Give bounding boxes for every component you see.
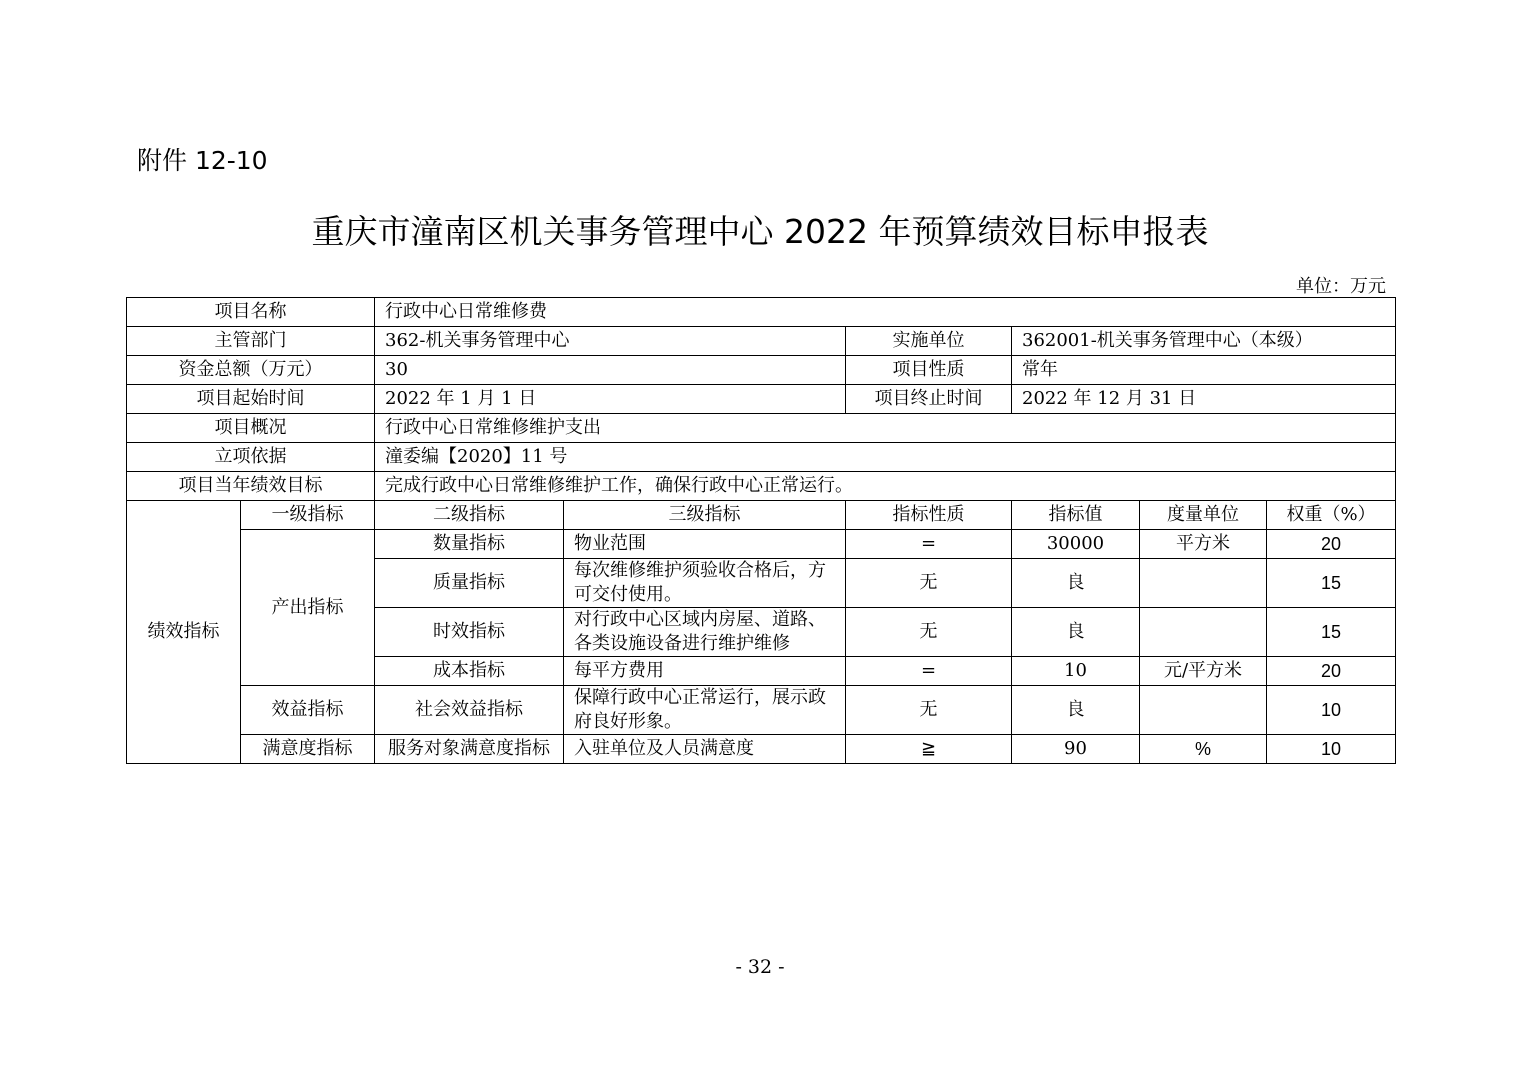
level2-cell: 质量指标 [375, 559, 564, 608]
unit-cell [1140, 608, 1267, 657]
indicators-section-label: 绩效指标 [127, 501, 241, 764]
start-time-value: 2022 年 1 月 1 日 [375, 385, 846, 414]
end-time-label: 项目终止时间 [846, 385, 1012, 414]
indicator-row [127, 686, 1396, 735]
level2-cell: 数量指标 [375, 530, 564, 559]
header-nature: 指标性质 [846, 501, 1012, 530]
value-cell: 10 [1012, 657, 1140, 686]
level3-cell: 入驻单位及人员满意度 [564, 735, 846, 764]
weight-cell: 15 [1267, 608, 1396, 657]
weight-cell: 10 [1267, 686, 1396, 735]
level1-benefit: 效益指标 [241, 686, 375, 735]
value-cell: 良 [1012, 559, 1140, 608]
weight-cell: 20 [1267, 530, 1396, 559]
row-time [127, 385, 1396, 414]
unit-cell [1140, 686, 1267, 735]
nature-cell: 无 [846, 686, 1012, 735]
goal-value: 完成行政中心日常维修维护工作，确保行政中心正常运行。 [375, 472, 1396, 501]
budget-performance-table [126, 297, 1396, 764]
attachment-label: 附件 12-10 [137, 146, 268, 175]
level1-satisfaction: 满意度指标 [241, 735, 375, 764]
level3-cell: 每平方费用 [564, 657, 846, 686]
impl-unit-label: 实施单位 [846, 327, 1012, 356]
value-cell: 良 [1012, 608, 1140, 657]
goal-label: 项目当年绩效目标 [127, 472, 375, 501]
level3-cell: 每次维修维护须验收合格后，方可交付使用。 [564, 559, 846, 608]
header-level3: 三级指标 [564, 501, 846, 530]
overview-value: 行政中心日常维修维护支出 [375, 414, 1396, 443]
nature-cell: 无 [846, 608, 1012, 657]
level2-cell: 服务对象满意度指标 [375, 735, 564, 764]
unit-label: 单位：万元 [1296, 276, 1386, 297]
basis-label: 立项依据 [127, 443, 375, 472]
dept-value: 362-机关事务管理中心 [375, 327, 846, 356]
nature-cell: = [846, 657, 1012, 686]
project-name-label: 项目名称 [127, 298, 375, 327]
funds-label: 资金总额（万元） [127, 356, 375, 385]
row-basis [127, 443, 1396, 472]
unit-cell: 元/平方米 [1140, 657, 1267, 686]
row-dept [127, 327, 1396, 356]
nature-value: 常年 [1012, 356, 1396, 385]
level3-cell: 对行政中心区域内房屋、道路、各类设施设备进行维护维修 [564, 608, 846, 657]
value-cell: 90 [1012, 735, 1140, 764]
dept-label: 主管部门 [127, 327, 375, 356]
level2-cell: 时效指标 [375, 608, 564, 657]
weight-cell: 15 [1267, 559, 1396, 608]
indicator-header-row [127, 501, 1396, 530]
header-unit: 度量单位 [1140, 501, 1267, 530]
end-time-value: 2022 年 12 月 31 日 [1012, 385, 1396, 414]
weight-cell: 20 [1267, 657, 1396, 686]
page-number: - 32 - [735, 956, 785, 978]
indicator-row [127, 735, 1396, 764]
header-value: 指标值 [1012, 501, 1140, 530]
level2-cell: 成本指标 [375, 657, 564, 686]
unit-cell: % [1140, 735, 1267, 764]
funds-value: 30 [375, 356, 846, 385]
basis-value: 潼委编【2020】11 号 [375, 443, 1396, 472]
unit-cell [1140, 559, 1267, 608]
nature-cell: = [846, 530, 1012, 559]
nature-cell: ≧ [846, 735, 1012, 764]
row-funds [127, 356, 1396, 385]
level3-cell: 保障行政中心正常运行，展示政府良好形象。 [564, 686, 846, 735]
unit-cell: 平方米 [1140, 530, 1267, 559]
level1-output: 产出指标 [241, 530, 375, 686]
nature-cell: 无 [846, 559, 1012, 608]
header-level1: 一级指标 [241, 501, 375, 530]
impl-unit-value: 362001-机关事务管理中心（本级） [1012, 327, 1396, 356]
level2-cell: 社会效益指标 [375, 686, 564, 735]
row-project-name [127, 298, 1396, 327]
start-time-label: 项目起始时间 [127, 385, 375, 414]
indicator-row [127, 530, 1396, 559]
value-cell: 良 [1012, 686, 1140, 735]
page-title: 重庆市潼南区机关事务管理中心 2022 年预算绩效目标申报表 [311, 212, 1209, 251]
level3-cell: 物业范围 [564, 530, 846, 559]
overview-label: 项目概况 [127, 414, 375, 443]
nature-label: 项目性质 [846, 356, 1012, 385]
header-level2: 二级指标 [375, 501, 564, 530]
row-goal [127, 472, 1396, 501]
row-overview [127, 414, 1396, 443]
project-name-value: 行政中心日常维修费 [375, 298, 1396, 327]
header-weight: 权重（%） [1267, 501, 1396, 530]
weight-cell: 10 [1267, 735, 1396, 764]
value-cell: 30000 [1012, 530, 1140, 559]
